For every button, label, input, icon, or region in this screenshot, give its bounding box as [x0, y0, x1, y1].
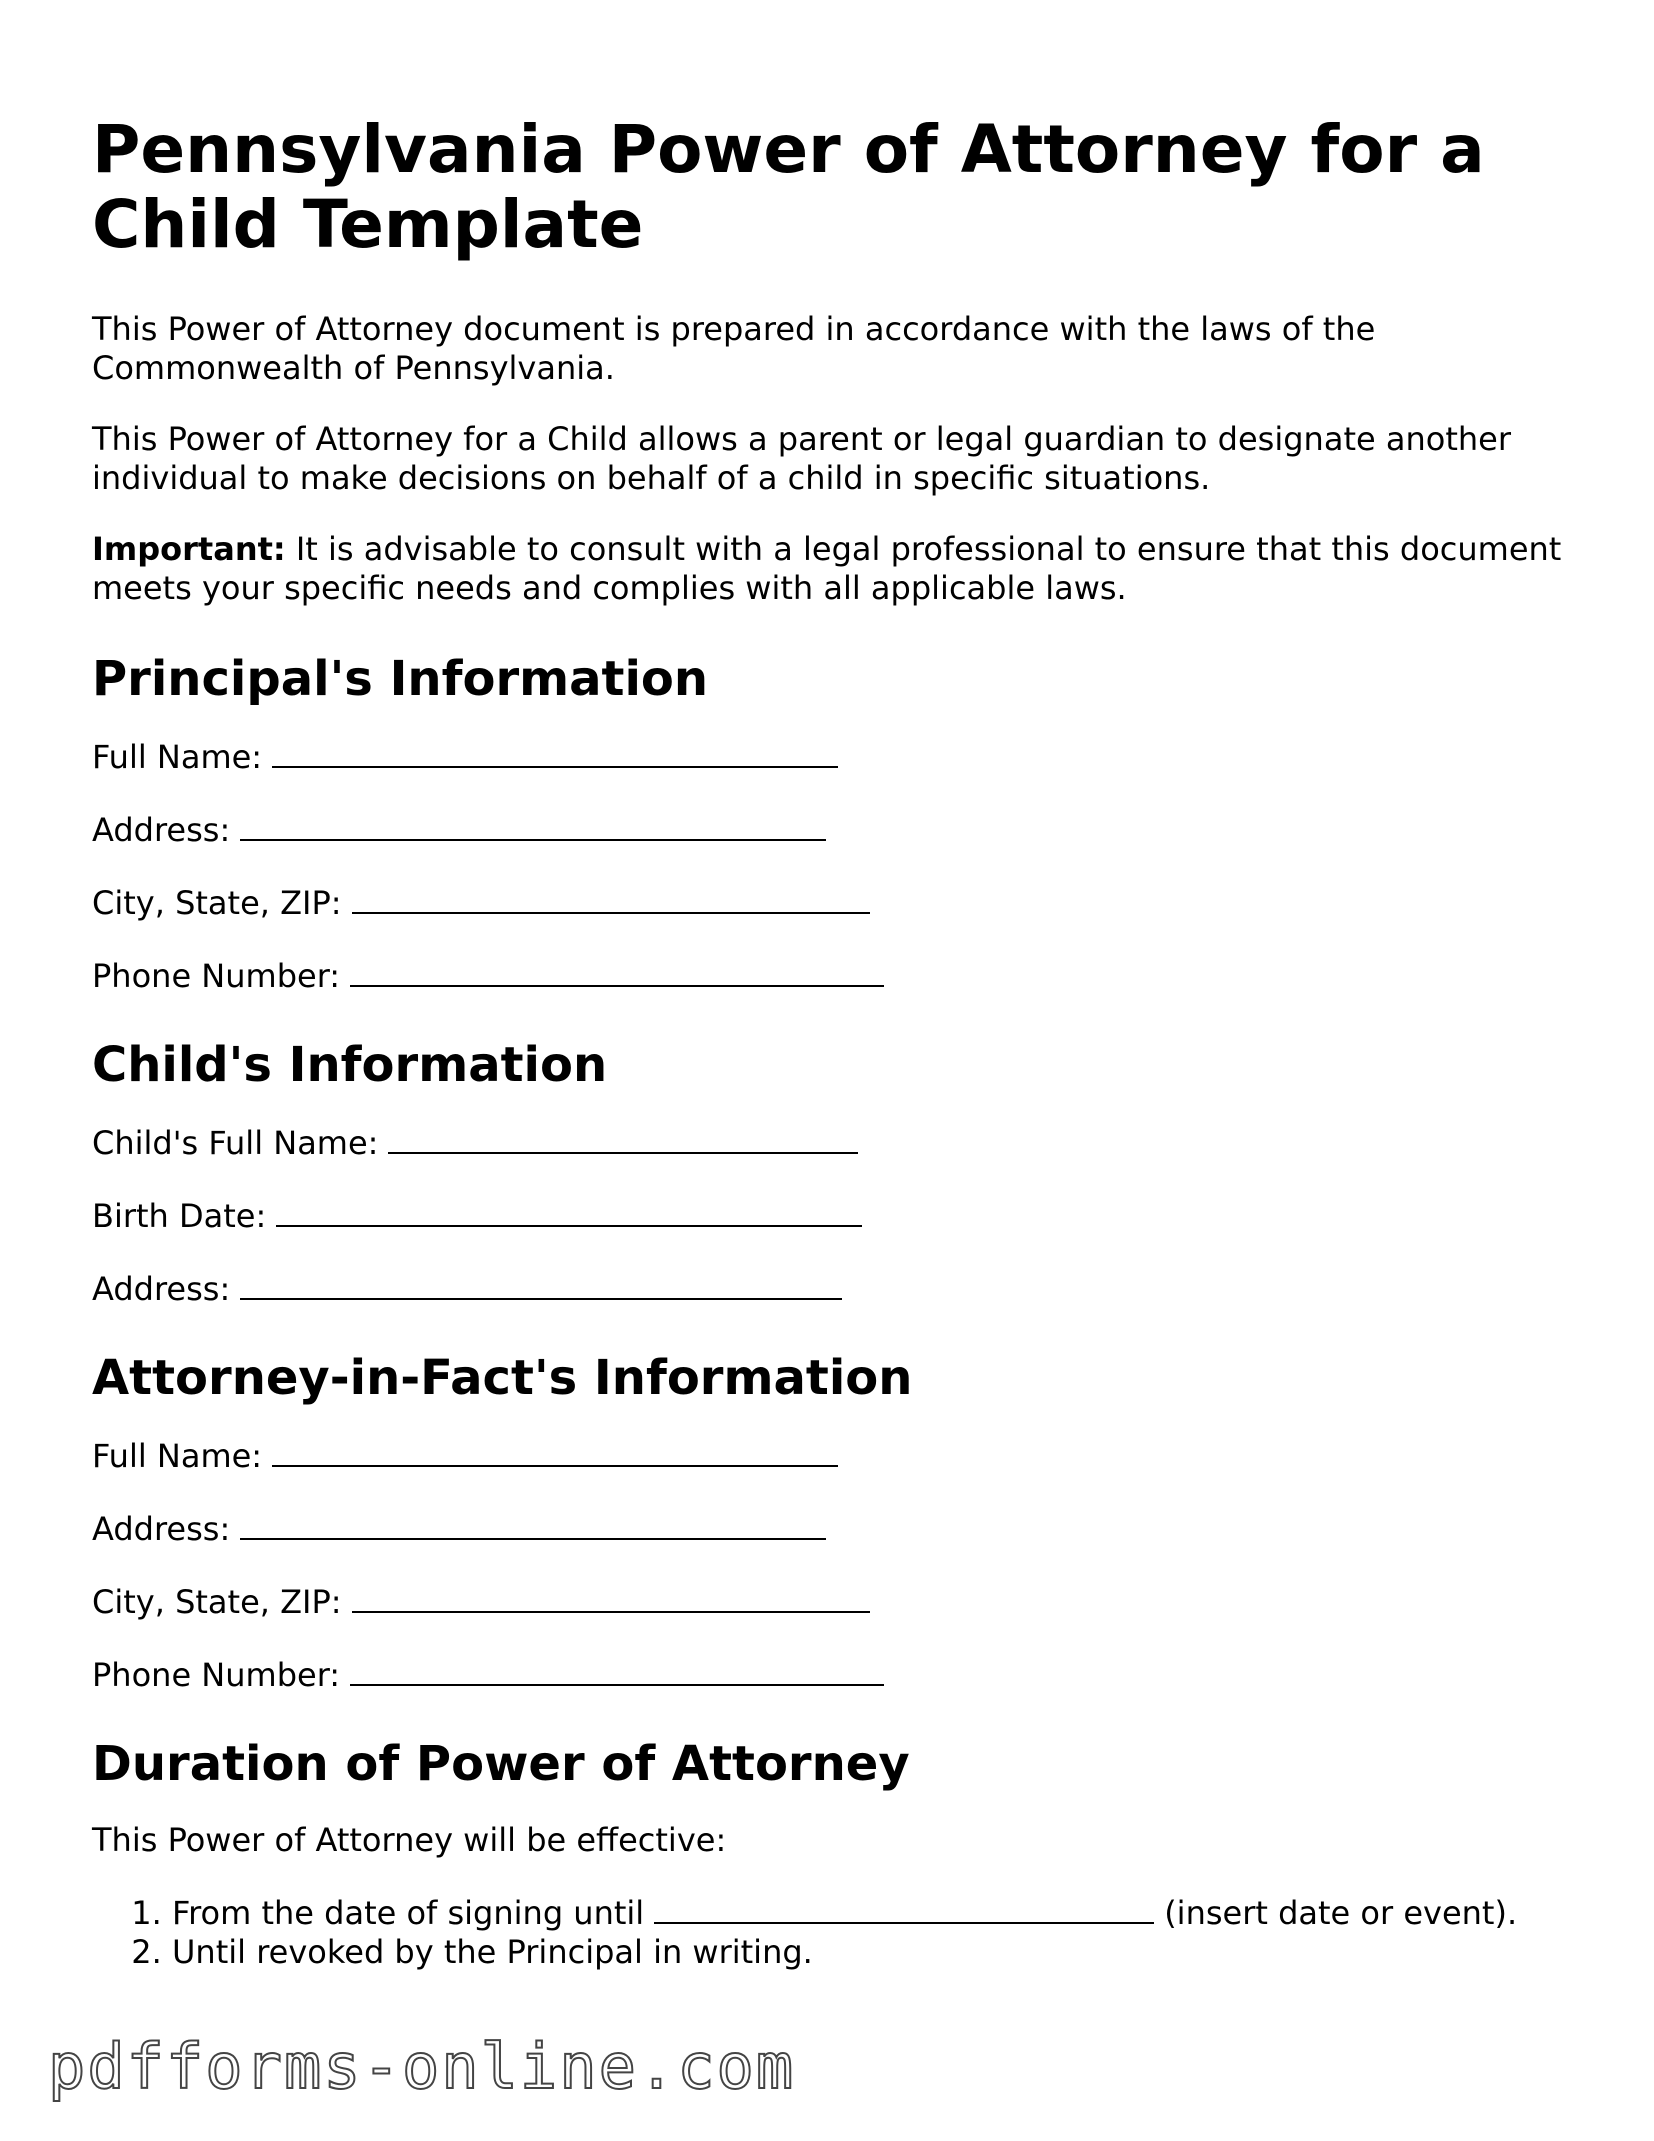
attorney-address-label: Address: — [92, 1510, 231, 1548]
important-label: Important: — [92, 530, 286, 568]
principal-phone-blank[interactable] — [350, 955, 884, 987]
principal-full-name-blank[interactable] — [272, 736, 838, 768]
principal-full-name-label: Full Name: — [92, 738, 263, 776]
principal-city-state-zip-blank[interactable] — [352, 882, 870, 914]
attorney-full-name-field — [92, 1435, 1582, 1476]
child-full-name-field — [92, 1122, 1582, 1163]
principal-phone-field — [92, 955, 1582, 996]
principal-phone-label: Phone Number: — [92, 957, 341, 995]
child-full-name-blank[interactable] — [388, 1122, 858, 1154]
attorney-city-state-zip-field — [92, 1581, 1582, 1622]
principal-address-field — [92, 809, 1582, 850]
child-address-field — [92, 1268, 1582, 1309]
attorney-phone-label: Phone Number: — [92, 1656, 341, 1694]
duration-end-blank[interactable] — [654, 1892, 1154, 1924]
child-address-label: Address: — [92, 1270, 231, 1308]
child-birth-date-field — [92, 1195, 1582, 1236]
attorney-full-name-blank[interactable] — [272, 1435, 838, 1467]
duration-heading: Duration of Power of Attorney — [92, 1736, 910, 1792]
child-address-blank[interactable] — [240, 1268, 842, 1300]
principal-address-label: Address: — [92, 811, 231, 849]
duration-option-1-pre: From the date of signing until — [172, 1894, 645, 1932]
principal-address-blank[interactable] — [240, 809, 826, 841]
principal-city-state-zip-label: City, State, ZIP: — [92, 884, 342, 922]
child-birth-date-blank[interactable] — [276, 1195, 862, 1227]
intro-paragraph-1: This Power of Attorney document is prepared in accordance with the laws of the Commonwealth of Pennsylvania. — [92, 310, 1376, 387]
duration-option-1-post: (insert date or event). — [1164, 1894, 1518, 1932]
document-page — [92, 112, 1582, 1972]
duration-lead: This Power of Attorney will be effective: — [92, 1821, 727, 1859]
child-full-name-label: Child's Full Name: — [92, 1124, 379, 1162]
attorney-phone-blank[interactable] — [350, 1654, 884, 1686]
principal-heading: Principal's Information — [92, 651, 709, 707]
important-text: It is advisable to consult with a legal professional to ensure that this document meets your specific needs and complies with all applicable laws. — [92, 530, 1562, 607]
attorney-address-field — [92, 1508, 1582, 1549]
child-birth-date-label: Birth Date: — [92, 1197, 267, 1235]
document-title: Pennsylvania Power of Attorney for a Child Template — [92, 111, 1485, 263]
attorney-phone-field — [92, 1654, 1582, 1695]
intro-paragraph-2: This Power of Attorney for a Child allows a parent or legal guardian to designate another individual to make decisions on behalf of a child in specific situations. — [92, 420, 1511, 497]
attorney-city-state-zip-blank[interactable] — [352, 1581, 870, 1613]
attorney-heading: Attorney-in-Fact's Information — [92, 1350, 913, 1406]
important-note — [92, 530, 1582, 608]
attorney-city-state-zip-label: City, State, ZIP: — [92, 1583, 342, 1621]
duration-option-1 — [172, 1892, 1582, 1933]
duration-options-list — [92, 1892, 1582, 1972]
watermark-text: pdfforms-online.com — [48, 2030, 796, 2103]
attorney-full-name-label: Full Name: — [92, 1437, 263, 1475]
attorney-address-blank[interactable] — [240, 1508, 826, 1540]
principal-full-name-field — [92, 736, 1582, 777]
principal-city-state-zip-field — [92, 882, 1582, 923]
child-heading: Child's Information — [92, 1037, 608, 1093]
duration-option-2: 2. Until revoked by the Principal in writing. — [172, 1933, 1582, 1972]
